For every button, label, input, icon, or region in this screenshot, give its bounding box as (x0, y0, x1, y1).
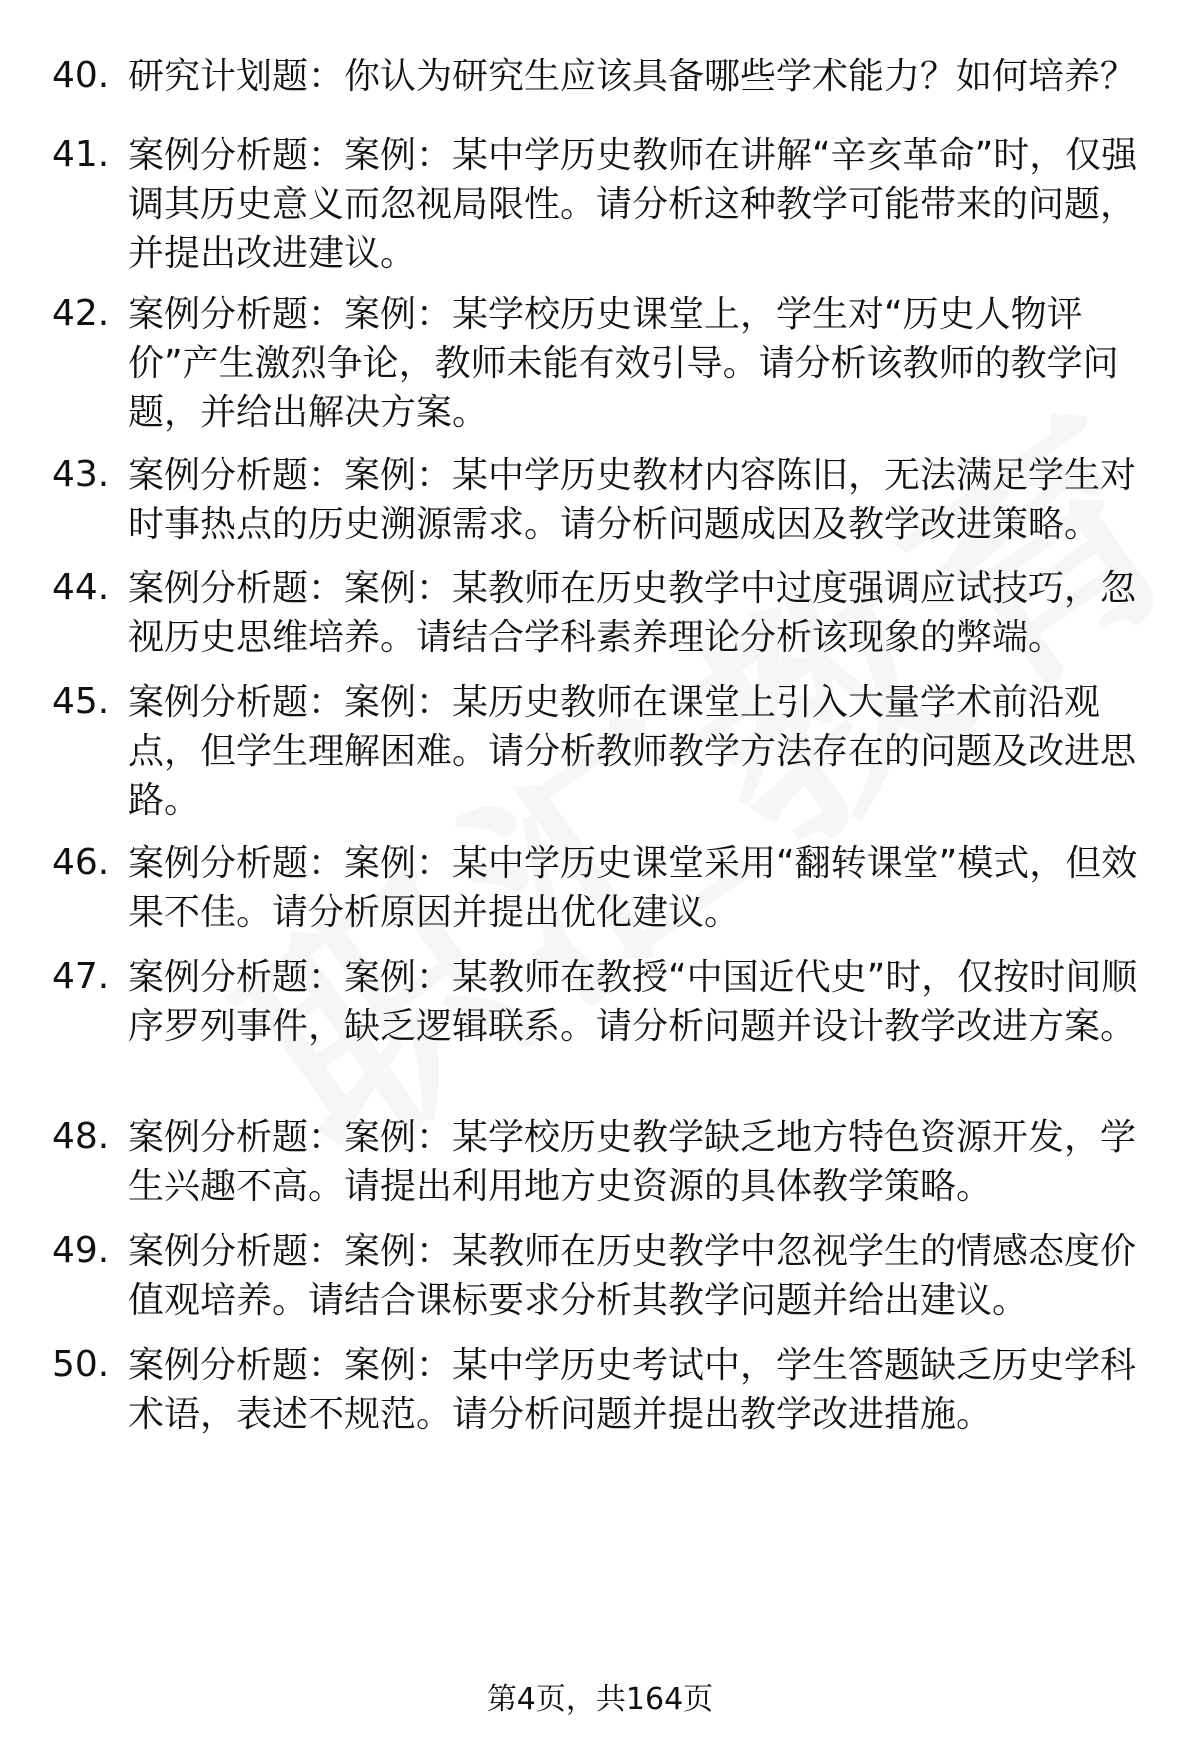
question-number: 48. (52, 1116, 110, 1157)
question-number: 50. (52, 1344, 110, 1385)
page-footer: 第4页，共164页 (486, 1682, 714, 1717)
question-number: 47. (52, 956, 110, 997)
question-text: 案例分析题：案例：某教师在教授“中国近代史”时，仅按时间顺序罗列事件，缺乏逻辑联系。请分析问题并设计教学改进方案。 (128, 957, 1138, 1047)
question-number: 45. (52, 681, 110, 722)
question-number: 41. (52, 134, 110, 175)
question-text: 案例分析题：案例：某学校历史教学缺乏地方特色资源开发，学生兴趣不高。请提出利用地方史资源的具体教学策略。 (128, 1117, 1137, 1207)
question-text: 案例分析题：案例：某教师在历史教学中忽视学生的情感态度价值观培养。请结合课标要求分析其教学问题并给出建议。 (128, 1231, 1137, 1321)
question-text: 案例分析题：案例：某教师在历史教学中过度强调应试技巧，忽视历史思维培养。请结合学科素养理论分析该现象的弊端。 (128, 568, 1137, 658)
question-text: 案例分析题：案例：某历史教师在课堂上引入大量学术前沿观点，但学生理解困难。请分析教师教学方法存在的问题及改进思路。 (128, 682, 1137, 821)
question-text: 案例分析题：案例：某中学历史课堂采用“翻转课堂”模式，但效果不佳。请分析原因并提出优化建议。 (128, 843, 1138, 933)
question-text: 案例分析题：案例：某中学历史教材内容陈旧，无法满足学生对时事热点的历史溯源需求。请分析问题成因及教学改进策略。 (128, 455, 1137, 545)
question-text: 案例分析题：案例：某中学历史教师在讲解“辛亥革命”时，仅强调其历史意义而忽视局限性。请分析这种教学可能带来的问题，并提出改进建议。 (128, 135, 1138, 274)
question-number: 46. (52, 842, 110, 883)
question-number: 44. (52, 567, 110, 608)
question-number: 42. (52, 293, 110, 334)
question-number: 40. (52, 55, 110, 96)
question-text: 案例分析题：案例：某学校历史课堂上，学生对“历史人物评价”产生激烈争论，教师未能有效引导。请分析该教师的教学问题，并给出解决方案。 (128, 294, 1119, 433)
question-number: 49. (52, 1230, 110, 1271)
question-text: 研究计划题：你认为研究生应该具备哪些学术能力？如何培养？ (128, 56, 1137, 97)
question-number: 43. (52, 454, 110, 495)
question-text: 案例分析题：案例：某中学历史考试中，学生答题缺乏历史学科术语，表述不规范。请分析问题并提出教学改进措施。 (128, 1345, 1137, 1435)
